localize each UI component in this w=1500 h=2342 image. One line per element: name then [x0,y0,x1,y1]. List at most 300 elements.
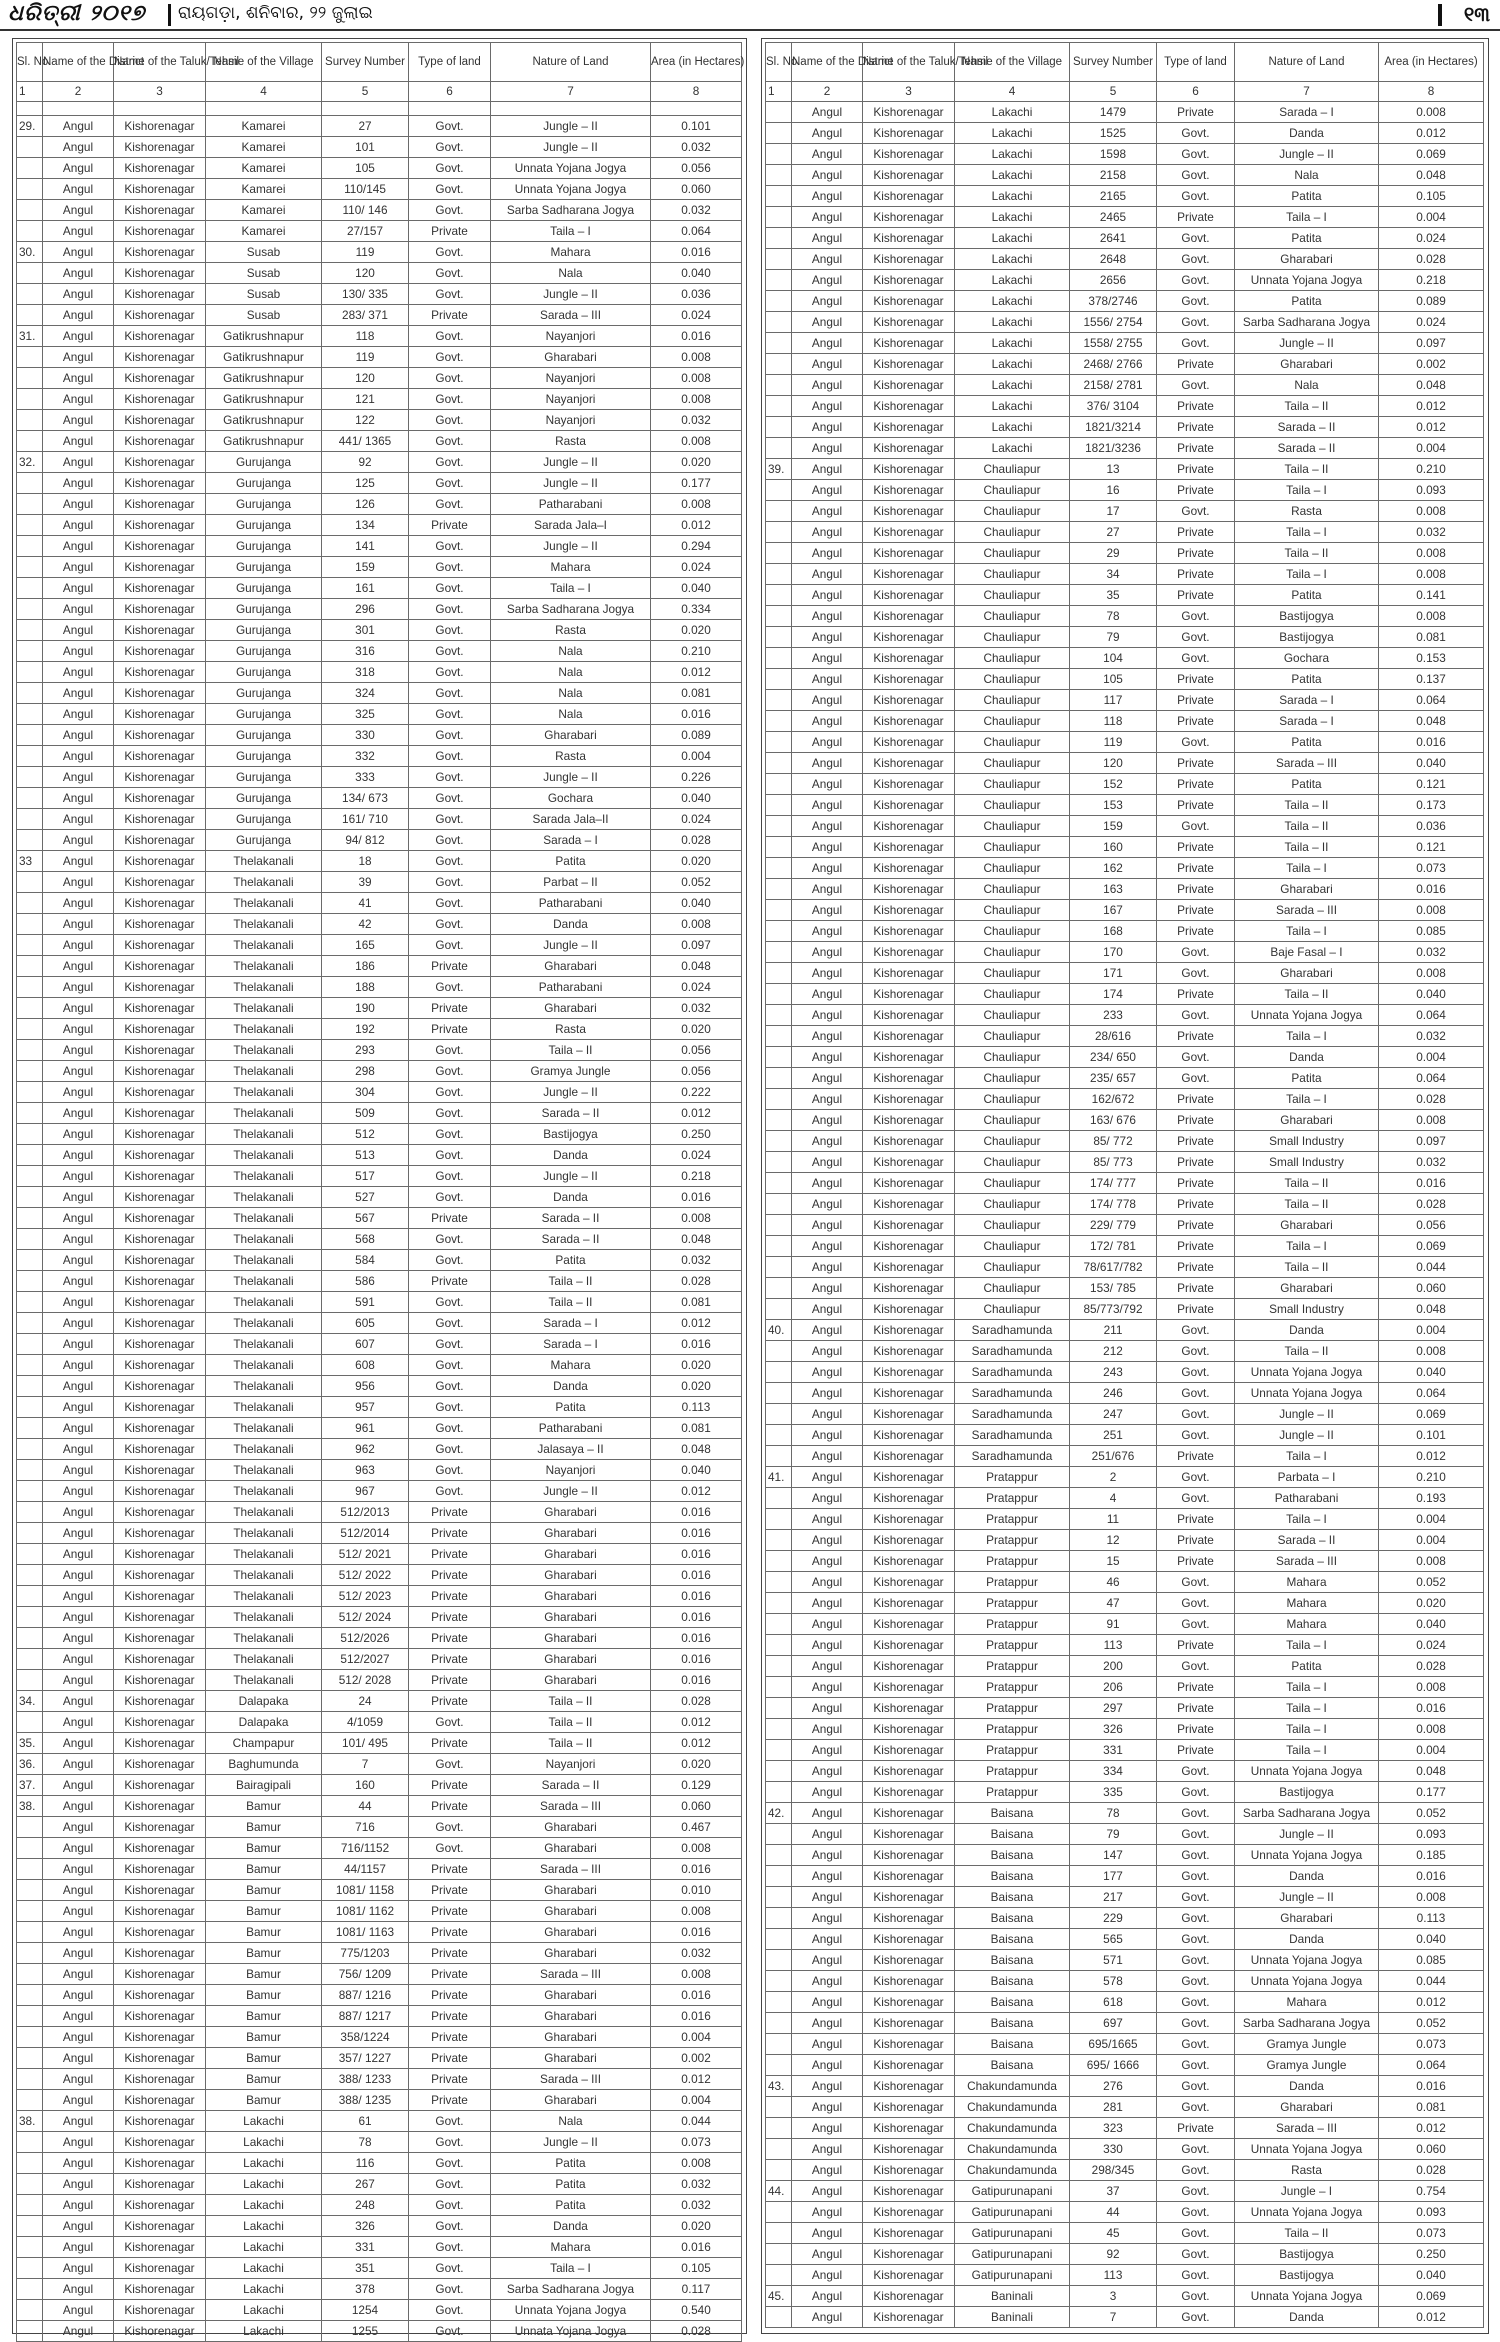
area-cell: 0.048 [651,1439,742,1460]
area-cell: 0.064 [1379,2055,1484,2076]
survey-number-cell: 293 [322,1040,409,1061]
land-nature-cell: Gharabari [491,2048,651,2069]
survey-number-cell: 34 [1070,564,1157,585]
table-row [766,2097,1484,2118]
district-cell: Angul [792,249,863,270]
land-nature-cell: Gharabari [491,1523,651,1544]
survey-number-cell: 165 [322,935,409,956]
village-cell: Baghumunda [206,1754,322,1775]
village-cell: Bamur [206,1817,322,1838]
land-nature-cell: Taila – I [1235,921,1379,942]
area-cell: 0.137 [1379,669,1484,690]
land-nature-cell: Sarada – III [1235,2118,1379,2139]
tehsil-cell: Kishorenagar [114,872,206,893]
sl-no-cell [17,830,43,851]
survey-number-cell: 117 [1070,690,1157,711]
table-row [17,2300,742,2321]
tehsil-cell: Kishorenagar [863,438,955,459]
tehsil-cell: Kishorenagar [863,2223,955,2244]
land-type-cell: Govt. [409,872,491,893]
area-cell: 0.121 [1379,774,1484,795]
land-type-cell: Private [1157,480,1235,501]
land-nature-cell: Rasta [1235,2160,1379,2181]
table-row [17,2153,742,2174]
tehsil-cell: Kishorenagar [114,1691,206,1712]
area-cell: 0.020 [651,1019,742,1040]
village-cell: Chauliapur [955,1047,1070,1068]
tehsil-cell: Kishorenagar [863,165,955,186]
sl-no-cell [17,1397,43,1418]
district-cell: Angul [792,1509,863,1530]
sl-no-cell [766,102,792,123]
land-type-cell: Govt. [409,893,491,914]
table-row [766,1530,1484,1551]
village-cell: Saradhamunda [955,1362,1070,1383]
village-cell: Thelakanali [206,935,322,956]
district-cell: Angul [792,1656,863,1677]
area-cell: 0.016 [1379,1173,1484,1194]
district-cell: Angul [792,102,863,123]
tehsil-cell: Kishorenagar [114,137,206,158]
land-type-cell: Private [1157,354,1235,375]
district-cell: Angul [43,662,114,683]
village-cell: Pratappur [955,1656,1070,1677]
survey-number-cell: 235/ 657 [1070,1068,1157,1089]
table-row [17,1208,742,1229]
area-cell: 0.064 [1379,1383,1484,1404]
survey-number-cell: 1598 [1070,144,1157,165]
tehsil-cell: Kishorenagar [114,683,206,704]
tehsil-cell: Kishorenagar [114,1733,206,1754]
area-cell: 0.028 [651,1691,742,1712]
survey-number-cell: 331 [1070,1740,1157,1761]
sl-no-cell [766,984,792,1005]
district-cell: Angul [43,389,114,410]
district-cell: Angul [43,1418,114,1439]
sl-no-cell [17,1523,43,1544]
area-cell: 0.040 [1379,1614,1484,1635]
village-cell: Kamarei [206,221,322,242]
land-type-cell: Govt. [1157,648,1235,669]
survey-number-cell: 24 [322,1691,409,1712]
area-cell: 0.020 [651,1754,742,1775]
district-cell: Angul [43,725,114,746]
col-number: 2 [792,82,863,102]
tehsil-cell: Kishorenagar [114,347,206,368]
land-nature-cell: Gharabari [491,1670,651,1691]
village-cell: Gatipurunapani [955,2202,1070,2223]
land-nature-cell: Bastijogya [1235,2244,1379,2265]
survey-number-cell: 192 [322,1019,409,1040]
tehsil-cell: Kishorenagar [863,249,955,270]
tehsil-cell: Kishorenagar [114,1439,206,1460]
village-cell: Chauliapur [955,879,1070,900]
table-row [17,1733,742,1754]
land-nature-cell: Unnata Yojana Jogya [491,2300,651,2321]
sl-no-cell [17,1145,43,1166]
tehsil-cell: Kishorenagar [114,452,206,473]
district-cell: Angul [792,1740,863,1761]
survey-number-cell: 1254 [322,2300,409,2321]
table-row [17,347,742,368]
village-cell: Baisana [955,2055,1070,2076]
district-cell: Angul [792,753,863,774]
district-cell: Angul [43,242,114,263]
sl-no-cell [766,249,792,270]
land-type-cell: Govt. [1157,1992,1235,2013]
area-cell: 0.040 [651,788,742,809]
district-cell: Angul [43,410,114,431]
land-nature-cell: Taila – II [1235,1257,1379,1278]
district-cell: Angul [43,326,114,347]
sl-no-cell [17,1649,43,1670]
sl-no-cell [766,1152,792,1173]
table-row [17,977,742,998]
area-cell: 0.016 [651,1523,742,1544]
area-cell: 0.081 [651,1418,742,1439]
survey-number-cell: 517 [322,1166,409,1187]
land-type-cell: Private [1157,795,1235,816]
village-cell: Chauliapur [955,606,1070,627]
district-cell: Angul [792,291,863,312]
survey-number-cell: 78 [1070,1803,1157,1824]
table-row [17,431,742,452]
area-cell: 0.016 [651,1334,742,1355]
land-nature-cell: Gharabari [1235,879,1379,900]
sl-no-cell [17,599,43,620]
village-cell: Chauliapur [955,1257,1070,1278]
tehsil-cell: Kishorenagar [863,123,955,144]
sl-no-cell [766,2265,792,2286]
district-cell: Angul [792,1278,863,1299]
village-cell: Thelakanali [206,1250,322,1271]
land-nature-cell: Danda [1235,1866,1379,1887]
sl-no-cell [17,620,43,641]
village-cell: Chauliapur [955,543,1070,564]
district-cell: Angul [792,270,863,291]
land-type-cell: Private [409,1964,491,1985]
land-nature-cell: Mahara [1235,1614,1379,1635]
land-nature-cell: Mahara [491,557,651,578]
land-type-cell: Private [1157,459,1235,480]
area-cell: 0.064 [651,221,742,242]
sl-no-cell [17,410,43,431]
tehsil-cell: Kishorenagar [114,788,206,809]
district-cell: Angul [792,333,863,354]
village-cell: Gurujanga [206,620,322,641]
village-cell: Pratappur [955,1593,1070,1614]
area-cell: 0.048 [1379,165,1484,186]
sl-no-cell [766,396,792,417]
col-number: 3 [114,82,206,102]
sl-no-cell [766,2139,792,2160]
survey-number-cell: 113 [1070,2265,1157,2286]
district-cell: Angul [43,515,114,536]
survey-number-cell: 331 [322,2237,409,2258]
area-cell: 0.008 [651,494,742,515]
district-cell: Angul [43,977,114,998]
col-header: Survey Number [1070,43,1157,82]
land-type-cell: Govt. [409,809,491,830]
tehsil-cell: Kishorenagar [114,2027,206,2048]
sl-no-cell: 40. [766,1320,792,1341]
land-type-cell: Govt. [409,725,491,746]
tehsil-cell: Kishorenagar [863,396,955,417]
area-cell: 0.020 [651,620,742,641]
area-cell: 0.294 [651,536,742,557]
area-cell: 0.173 [1379,795,1484,816]
land-nature-cell: Sarada – I [1235,690,1379,711]
district-cell: Angul [43,1481,114,1502]
village-cell: Bamur [206,2048,322,2069]
land-nature-cell: Taila – II [491,1040,651,1061]
land-nature-cell: Taila – I [1235,1089,1379,1110]
table-row [766,1971,1484,1992]
survey-number-cell: 101 [322,137,409,158]
village-cell: Thelakanali [206,1418,322,1439]
district-cell: Angul [43,1355,114,1376]
land-type-cell: Private [409,1670,491,1691]
survey-number-cell: 1525 [1070,123,1157,144]
tehsil-cell: Kishorenagar [863,459,955,480]
village-cell: Thelakanali [206,1040,322,1061]
sl-no-cell [17,2195,43,2216]
land-type-cell: Private [1157,1173,1235,1194]
land-type-cell: Private [409,1943,491,1964]
area-cell: 0.040 [1379,753,1484,774]
survey-number-cell: 170 [1070,942,1157,963]
survey-number-cell: 12 [1070,1530,1157,1551]
table-row [766,396,1484,417]
survey-number-cell: 251/676 [1070,1446,1157,1467]
land-nature-cell: Unnata Yojana Jogya [1235,270,1379,291]
area-cell: 0.012 [651,515,742,536]
tehsil-cell: Kishorenagar [863,1131,955,1152]
land-type-cell: Govt. [1157,816,1235,837]
survey-number-cell: 591 [322,1292,409,1313]
village-cell: Lakachi [955,186,1070,207]
survey-number-cell: 283/ 371 [322,305,409,326]
area-cell: 0.012 [651,1712,742,1733]
col-number: 7 [491,82,651,102]
village-cell: Gatipurunapani [955,2265,1070,2286]
village-cell: Thelakanali [206,893,322,914]
sl-no-cell [17,725,43,746]
survey-number-cell: 120 [322,368,409,389]
tehsil-cell: Kishorenagar [114,1250,206,1271]
district-cell: Angul [792,1068,863,1089]
land-nature-cell: Unnata Yojana Jogya [491,2321,651,2342]
table-row [766,1068,1484,1089]
village-cell: Chakundamunda [955,2076,1070,2097]
survey-number-cell: 47 [1070,1593,1157,1614]
table-row [766,1236,1484,1257]
district-cell: Angul [792,1593,863,1614]
survey-number-cell: 163/ 676 [1070,1110,1157,1131]
table-row [766,1803,1484,1824]
survey-number-cell: 695/1665 [1070,2034,1157,2055]
tehsil-cell: Kishorenagar [114,1229,206,1250]
land-nature-cell: Jungle – II [1235,333,1379,354]
district-cell: Angul [792,795,863,816]
survey-number-cell: 120 [1070,753,1157,774]
area-cell: 0.064 [1379,690,1484,711]
land-nature-cell: Jungle – II [491,137,651,158]
tehsil-cell: Kishorenagar [863,312,955,333]
village-cell: Thelakanali [206,1460,322,1481]
village-cell: Chauliapur [955,1026,1070,1047]
area-cell: 0.012 [651,662,742,683]
district-cell: Angul [792,1761,863,1782]
area-cell: 0.008 [651,914,742,935]
sl-no-cell [766,900,792,921]
area-cell: 0.016 [1379,879,1484,900]
village-cell: Chauliapur [955,837,1070,858]
sl-no-cell [766,1341,792,1362]
area-cell: 0.060 [1379,1278,1484,1299]
tehsil-cell: Kishorenagar [114,1628,206,1649]
col-header: Name of the Taluk/Tehsil [863,43,955,82]
area-cell: 0.210 [651,641,742,662]
area-cell: 0.012 [651,1103,742,1124]
area-cell: 0.069 [1379,144,1484,165]
survey-number-cell: 160 [1070,837,1157,858]
village-cell: Lakachi [206,2111,322,2132]
table-row [17,1040,742,1061]
land-type-cell: Govt. [1157,2076,1235,2097]
tehsil-cell: Kishorenagar [863,501,955,522]
survey-number-cell: 298 [322,1061,409,1082]
survey-number-cell: 162/672 [1070,1089,1157,1110]
sl-no-cell [17,1460,43,1481]
district-cell: Angul [792,1488,863,1509]
district-cell: Angul [792,2181,863,2202]
table-row [17,2006,742,2027]
survey-number-cell: 512/ 2021 [322,1544,409,1565]
land-nature-cell: Gharabari [491,998,651,1019]
land-nature-cell: Nala [491,704,651,725]
district-cell: Angul [43,1187,114,1208]
village-cell: Thelakanali [206,1439,322,1460]
area-cell: 0.004 [651,2027,742,2048]
survey-number-cell: 2158 [1070,165,1157,186]
survey-number-cell: 512/2013 [322,1502,409,1523]
survey-number-cell: 122 [322,410,409,431]
table-row [17,683,742,704]
district-cell: Angul [43,1586,114,1607]
area-cell: 0.008 [651,1964,742,1985]
land-type-cell: Private [409,2006,491,2027]
land-nature-cell: Gharabari [491,2090,651,2111]
sl-no-cell [17,1187,43,1208]
village-cell: Chauliapur [955,522,1070,543]
sl-no-cell [17,1082,43,1103]
table-row [766,1719,1484,1740]
sl-no-cell [766,837,792,858]
village-cell: Thelakanali [206,1145,322,1166]
tehsil-cell: Kishorenagar [863,2055,955,2076]
area-cell: 0.089 [651,725,742,746]
land-nature-cell: Patharabani [491,977,651,998]
district-cell: Angul [792,669,863,690]
table-row [766,1215,1484,1236]
table-row [766,1635,1484,1656]
land-type-cell: Govt. [409,1439,491,1460]
area-cell: 0.008 [1379,1341,1484,1362]
district-cell: Angul [43,914,114,935]
district-cell: Angul [43,137,114,158]
district-cell: Angul [43,935,114,956]
land-type-cell: Govt. [409,200,491,221]
district-cell: Angul [43,347,114,368]
sl-no-cell [17,1565,43,1586]
sl-no-cell [17,662,43,683]
sl-no-cell [766,501,792,522]
table-row [17,872,742,893]
area-cell: 0.081 [1379,627,1484,648]
land-nature-cell: Jungle – II [1235,1404,1379,1425]
land-type-cell: Private [1157,690,1235,711]
survey-number-cell: 85/773/792 [1070,1299,1157,1320]
survey-number-cell: 4/1059 [322,1712,409,1733]
area-cell: 0.048 [651,1229,742,1250]
land-nature-cell: Jungle – II [491,1082,651,1103]
sl-no-cell [17,704,43,725]
tehsil-cell: Kishorenagar [114,2258,206,2279]
village-cell: Thelakanali [206,1565,322,1586]
land-type-cell: Private [409,2090,491,2111]
land-type-cell: Private [409,1691,491,1712]
table-row [17,935,742,956]
table-row [17,1019,742,1040]
district-cell: Angul [792,963,863,984]
area-cell: 0.093 [1379,2202,1484,2223]
tehsil-cell: Kishorenagar [114,1481,206,1502]
tehsil-cell: Kishorenagar [863,1803,955,1824]
area-cell: 0.004 [651,746,742,767]
area-cell: 0.020 [651,452,742,473]
tehsil-cell: Kishorenagar [863,1971,955,1992]
village-cell: Gatikrushnapur [206,389,322,410]
land-nature-cell: Sarada – I [1235,711,1379,732]
land-type-cell: Private [409,305,491,326]
district-cell: Angul [43,1397,114,1418]
survey-number-cell: 512/ 2023 [322,1586,409,1607]
table-row [766,2055,1484,2076]
table-row [766,1761,1484,1782]
survey-number-cell: 212 [1070,1341,1157,1362]
sl-no-cell [766,2307,792,2328]
col-header: Area (in Hectares) [651,43,742,82]
district-cell: Angul [43,1880,114,1901]
district-cell: Angul [43,1271,114,1292]
survey-number-cell: 211 [1070,1320,1157,1341]
table-row [17,998,742,1019]
area-cell: 0.016 [651,1670,742,1691]
land-nature-cell: Unnata Yojana Jogya [1235,1362,1379,1383]
survey-number-cell: 188 [322,977,409,998]
land-nature-cell: Sarada – I [491,830,651,851]
tehsil-cell: Kishorenagar [114,2174,206,2195]
land-type-cell: Govt. [1157,333,1235,354]
table-row [17,1691,742,1712]
sl-no-cell [17,1964,43,1985]
survey-number-cell: 276 [1070,2076,1157,2097]
land-nature-cell: Patharabani [1235,1488,1379,1509]
sl-no-cell [17,1544,43,1565]
table-row [17,200,742,221]
area-cell: 0.032 [651,2174,742,2195]
